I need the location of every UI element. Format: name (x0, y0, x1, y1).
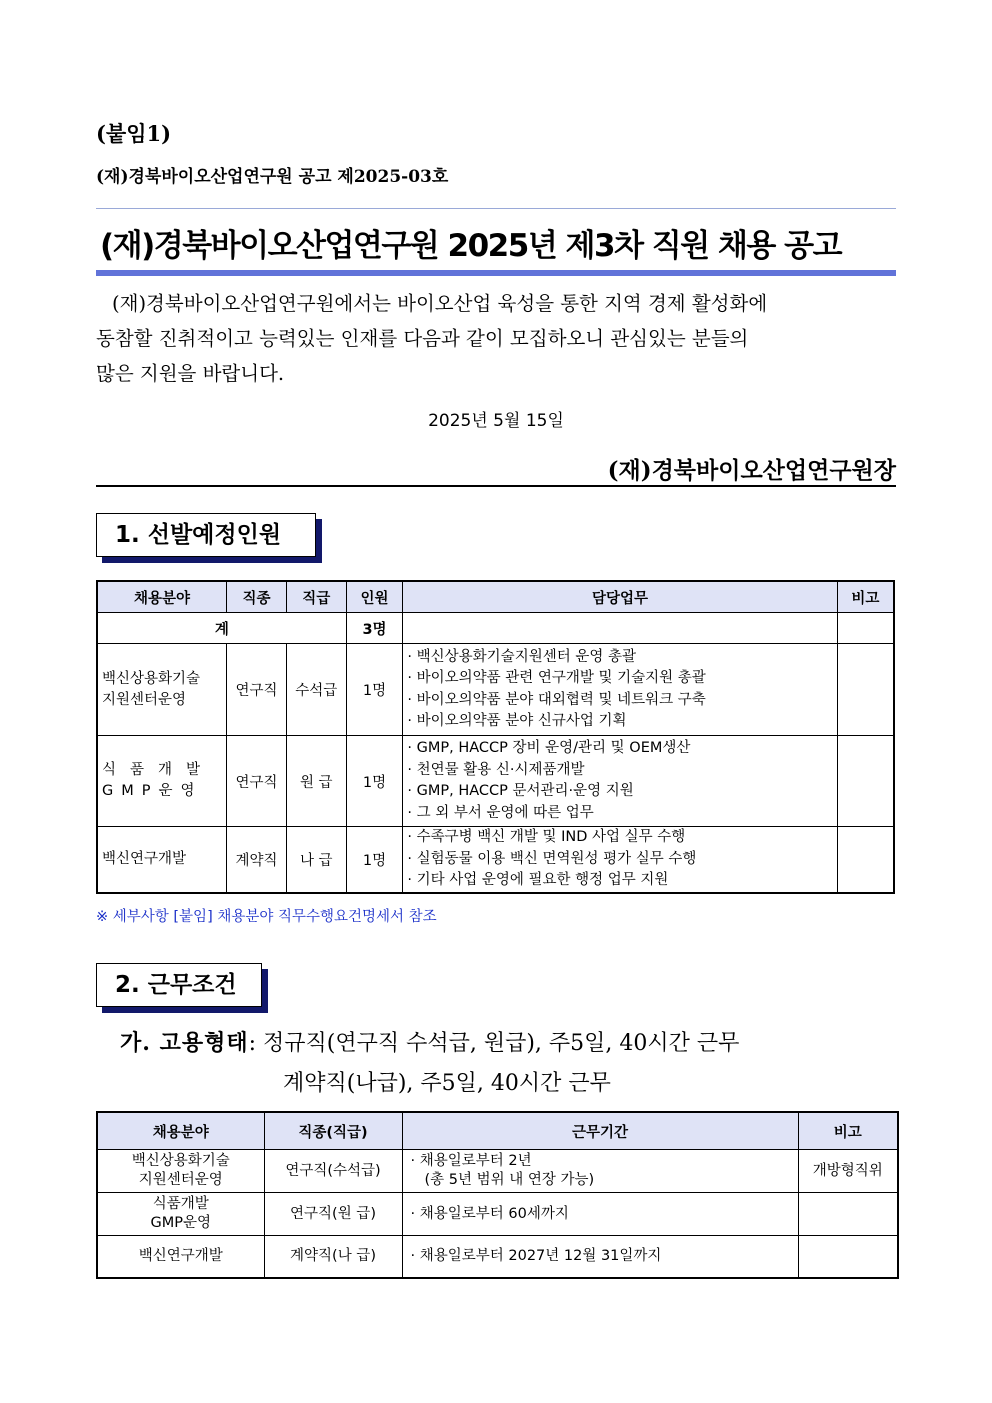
header-type-grade: 직종(직급) (264, 1112, 402, 1150)
grade-cell: 수석급 (286, 644, 346, 736)
note-cell: 개방형직위 (798, 1150, 898, 1193)
work-conditions-table (96, 1111, 899, 1279)
total-label: 계 (97, 613, 346, 644)
period-cell: · 채용일로부터 2027년 12월 31일까지 (402, 1236, 798, 1278)
duties-cell: · 백신상용화기술지원센터 운영 총괄 · 바이오의약품 관련 연구개발 및 기술지원 총괄 · 바이오의약품 분야 대외협력 및 네트워크 구축 · 바이오의약품 분야 신규사업 기획 (403, 644, 837, 736)
total-count: 3명 (346, 613, 403, 644)
employment-type-label: 가. 고용형태 (120, 1030, 249, 1056)
count-cell: 1명 (346, 736, 403, 827)
header-note: 비고 (837, 581, 894, 613)
employment-type-text: : 정규직(연구직 수석급, 원급), 주5일, 40시간 근무 (248, 1031, 740, 1056)
field-cell: 백신상용화기술 지원센터운영 (97, 1150, 264, 1193)
header-field: 채용분야 (97, 1112, 264, 1150)
title-top-rule (96, 208, 896, 209)
grade-cell: 나 급 (286, 827, 346, 893)
type-cell: 연구직 (227, 736, 287, 827)
header-grade: 직급 (286, 581, 346, 613)
total-row (97, 613, 894, 644)
note-cell (798, 1236, 898, 1278)
note-cell (837, 644, 894, 736)
header-duties: 담당업무 (403, 581, 837, 613)
duties-cell: · GMP, HACCP 장비 운영/관리 및 OEM생산 · 천연물 활용 신·시제품개발 · GMP, HACCP 문서관리·운영 지원 · 그 외 부서 운영에 따른 업무 (403, 736, 837, 827)
recruitment-table (96, 580, 895, 894)
intro-line-3: 많은 지원을 바랍니다. (96, 362, 285, 385)
type-cell: 계약직 (227, 827, 287, 893)
type-grade-cell: 연구직(원 급) (264, 1193, 402, 1236)
page-title: (재)경북바이오산업연구원 2025년 제3차 직원 채용 공고 (100, 228, 842, 264)
title-bottom-rule (96, 270, 896, 276)
notice-number: (재)경북바이오산업연구원 공고 제2025-03호 (96, 167, 449, 187)
note-cell (798, 1193, 898, 1236)
section-1-heading: 1. 선발예정인원 (96, 513, 316, 557)
header-count: 인원 (346, 581, 403, 613)
signer: (재)경북바이오산업연구원장 (607, 457, 896, 484)
header-note: 비고 (798, 1112, 898, 1150)
type-grade-cell: 연구직(수석급) (264, 1150, 402, 1193)
duties-cell: · 수족구병 백신 개발 및 IND 사업 실무 수행 · 실험동물 이용 백신 면역원성 평가 실무 수행 · 기타 사업 운영에 필요한 행정 업무 지원 (403, 827, 837, 893)
field-cell: 백신연구개발 (97, 1236, 264, 1278)
period-cell: · 채용일로부터 2년 (총 5년 범위 내 연장 가능) (402, 1150, 798, 1193)
count-cell: 1명 (346, 827, 403, 893)
table-header-row (97, 581, 894, 613)
field-cell: 식품개발 GMP운영 (97, 1193, 264, 1236)
header-period: 근무기간 (402, 1112, 798, 1150)
notice-date: 2025년 5월 15일 (428, 411, 564, 431)
period-cell: · 채용일로부터 60세까지 (402, 1193, 798, 1236)
note-cell (837, 736, 894, 827)
table-header-row (97, 1112, 898, 1150)
section-2-heading: 2. 근무조건 (96, 963, 262, 1007)
intro-line-2: 동참할 진취적이고 능력있는 인재를 다음과 같이 모집하오니 관심있는 분들의 (96, 327, 749, 350)
grade-cell: 원 급 (286, 736, 346, 827)
attachment-label: (붙임1) (96, 121, 172, 146)
header-type: 직종 (227, 581, 287, 613)
signer-rule (96, 485, 896, 487)
field-cell: 백신상용화기술 지원센터운영 (97, 644, 227, 736)
table-row (97, 1236, 898, 1278)
table-row (97, 827, 894, 893)
table-row (97, 736, 894, 827)
table-row (97, 1150, 898, 1193)
employment-type-line-2: 계약직(나급), 주5일, 40시간 근무 (283, 1071, 611, 1096)
intro-line-1: (재)경북바이오산업연구원에서는 바이오산업 육성을 통한 지역 경제 활성화에 (112, 292, 768, 315)
field-cell: 백신연구개발 (97, 827, 227, 893)
type-cell: 연구직 (227, 644, 287, 736)
count-cell: 1명 (346, 644, 403, 736)
employment-type-line-1 (120, 1026, 739, 1061)
type-grade-cell: 계약직(나 급) (264, 1236, 402, 1278)
table-footnote: ※ 세부사항 [붙임] 채용분야 직무수행요건명세서 참조 (96, 909, 437, 925)
intro-paragraph (96, 286, 896, 391)
header-field: 채용분야 (97, 581, 227, 613)
field-cell: 식품개발 GMP운영 (97, 736, 227, 827)
table-row (97, 644, 894, 736)
note-cell (837, 827, 894, 893)
table-row (97, 1193, 898, 1236)
